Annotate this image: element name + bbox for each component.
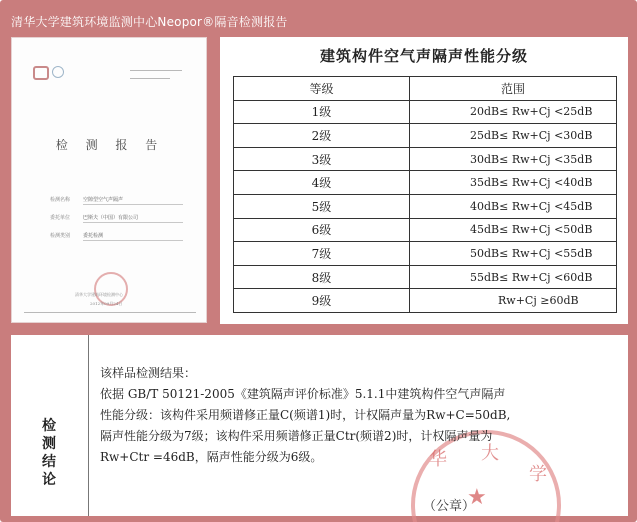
cover-field-underline xyxy=(83,240,183,241)
report-cover-image xyxy=(11,37,207,323)
cover-field-underline xyxy=(83,204,183,205)
cover-field-value: 空隙型空气声隔声 xyxy=(83,197,124,203)
grade-cell: 5级 xyxy=(234,194,410,218)
conclusion-panel xyxy=(11,335,628,516)
grade-cell: 3级 xyxy=(234,147,410,171)
cover-field-row xyxy=(50,196,185,206)
cover-field-key: 检测类别 xyxy=(50,233,71,239)
grade-cell: 6级 xyxy=(234,218,410,242)
stamp-character-icon: 华 xyxy=(429,449,447,470)
range-cell: Rw+Cj ≥60dB xyxy=(410,289,617,313)
stamp-star-icon: ★ xyxy=(467,485,487,510)
range-cell: 30dB≤ Rw+Cj <35dB xyxy=(410,147,617,171)
table-row xyxy=(234,218,617,242)
cover-field-row xyxy=(50,214,185,224)
range-cell: 45dB≤ Rw+Cj <50dB xyxy=(410,218,617,242)
cover-date: 2012年09月24日 xyxy=(90,301,123,306)
table-row xyxy=(234,100,617,124)
table-row xyxy=(234,124,617,148)
page-banner-title: 清华大学建筑环境监测中心Neopor®隔音检测报告 xyxy=(11,15,288,29)
conclusion-side-column xyxy=(11,335,89,516)
stamp-character-icon: 学 xyxy=(529,464,547,485)
cover-title: 检 测 报 告 xyxy=(55,138,165,152)
column-header-range: 范围 xyxy=(410,77,617,101)
cover-field-key: 检测名称 xyxy=(50,197,71,203)
grade-table-card xyxy=(220,37,628,324)
range-cell: 55dB≤ Rw+Cj <60dB xyxy=(410,265,617,289)
conclusion-line: 依据 GB/T 50121-2005《建筑隔声评价标准》5.1.1中建筑构件空气声隔声 xyxy=(100,387,506,401)
institution-logo-icon xyxy=(33,66,49,80)
range-cell: 50dB≤ Rw+Cj <55dB xyxy=(410,242,617,266)
conclusion-line: 隔声性能分级为7级；该构件采用频谱修正量Ctr(频谱2)时，计权隔声量为 xyxy=(100,429,493,443)
grade-cell: 8级 xyxy=(234,265,410,289)
table-header-row xyxy=(234,77,617,101)
range-cell: 25dB≤ Rw+Cj <30dB xyxy=(410,124,617,148)
cover-field-value: 委托检测 xyxy=(83,233,104,239)
cover-header-line xyxy=(130,78,170,79)
cover-institution: 清华大学建筑环境检测中心 xyxy=(75,292,123,297)
cover-field-row xyxy=(50,232,185,242)
cover-footer-line xyxy=(24,312,196,313)
table-row xyxy=(234,289,617,313)
cover-field-value: 巴斯夫（中国）有限公司 xyxy=(83,215,139,221)
grade-cell: 7级 xyxy=(234,242,410,266)
range-cell: 20dB≤ Rw+Cj <25dB xyxy=(410,100,617,124)
cover-field-key: 委托单位 xyxy=(50,215,71,221)
grade-table xyxy=(233,76,617,313)
table-row xyxy=(234,147,617,171)
conclusion-text xyxy=(100,363,610,468)
table-row xyxy=(234,242,617,266)
grade-cell: 9级 xyxy=(234,289,410,313)
table-row xyxy=(234,265,617,289)
conclusion-line: 该样品检测结果： xyxy=(100,366,197,380)
cover-field-underline xyxy=(83,222,183,223)
certification-mark-icon xyxy=(52,66,64,78)
stamp-character-icon: 大 xyxy=(481,443,499,464)
column-header-grade: 等级 xyxy=(234,77,410,101)
cover-header-line xyxy=(130,70,182,71)
conclusion-line: Rw+Ctr =46dB，隔声性能分级为6级。 xyxy=(100,450,323,464)
stamp-note: （公章） xyxy=(423,499,476,514)
range-cell: 35dB≤ Rw+Cj <40dB xyxy=(410,171,617,195)
range-cell: 40dB≤ Rw+Cj <45dB xyxy=(410,194,617,218)
table-row xyxy=(234,171,617,195)
conclusion-label: 检 测 结 论 xyxy=(42,418,56,488)
grade-cell: 1级 xyxy=(234,100,410,124)
conclusion-line: 性能分级：该构件采用频谱修正量C(频谱1)时，计权隔声量为Rw+C=50dB, xyxy=(100,408,511,422)
table-title: 建筑构件空气声隔声性能分级 xyxy=(319,47,528,65)
table-row xyxy=(234,194,617,218)
grade-cell: 4级 xyxy=(234,171,410,195)
grade-cell: 2级 xyxy=(234,124,410,148)
